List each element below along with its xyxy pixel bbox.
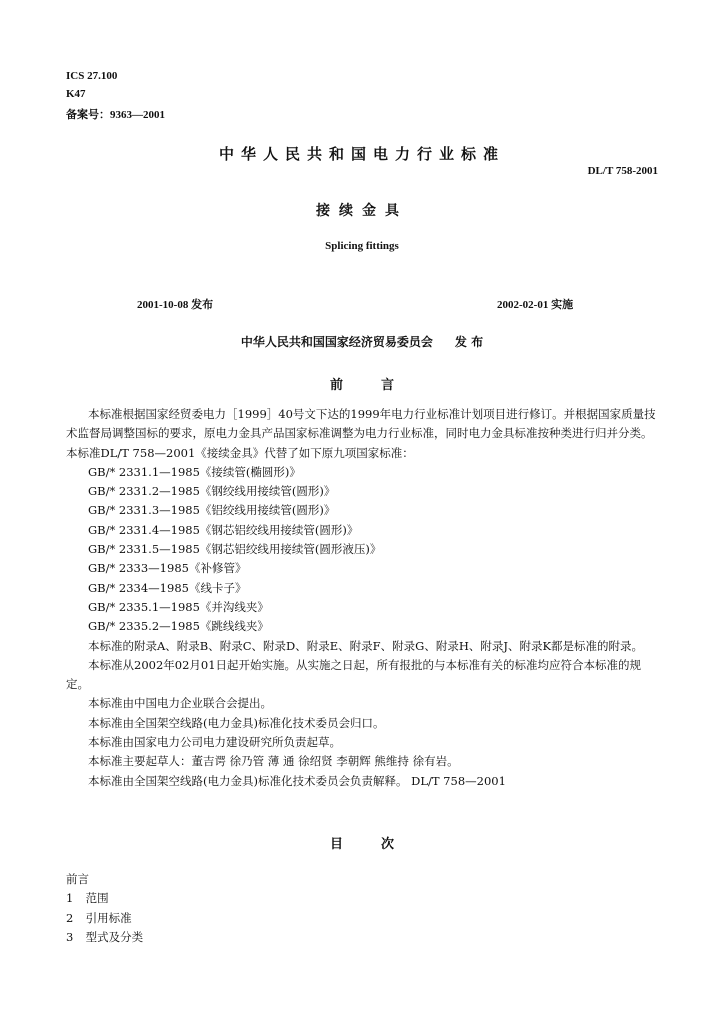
effective-date: 2002-02-01 实施 [497, 299, 574, 311]
ics-code: ICS 27.100 [66, 70, 118, 82]
replaced-standard: GB/* 2331.3—1985《铝绞线用接续管(圆形)》 [88, 503, 336, 518]
drafters-note: 本标准主要起草人：董吉谔 徐乃管 薄 通 徐绍贤 李朝辉 熊维持 徐有岩。 [88, 754, 459, 769]
toc-heading-char-1: 目 [329, 837, 343, 852]
replaced-standard: GB/* 2331.1—1985《接续管(椭圆形)》 [88, 464, 301, 479]
toc-item-label: 型式及分类 [85, 929, 144, 944]
effective-note: 本标准从2002年02月01日起开始实施。从实施之日起，所有报批的与本标准有关的标准均应符合本标准的规定。 [66, 657, 642, 692]
replaced-standard: GB/* 2335.2—1985《跳线线夹》 [88, 619, 269, 634]
toc-item-number: 2 [66, 910, 74, 925]
interpretation-note: 本标准由全国架空线路(电力金具)标准化技术委员会负责解释。 DL/T 758—2001 [88, 773, 506, 788]
table-of-contents [66, 870, 143, 947]
record-number: 备案号：9363—2001 [66, 109, 165, 121]
toc-item-label: 引用标准 [85, 910, 132, 925]
standard-code: DL/T 758-2001 [587, 165, 658, 177]
issuer-action: 发 布 [454, 335, 484, 349]
toc-item[interactable] [66, 870, 143, 889]
replaced-standard: GB/* 2333—1985《补修管》 [88, 561, 247, 576]
replaced-standard: GB/* 2331.5—1985《钢芯铝绞线用接续管(圆形液压)》 [88, 542, 382, 557]
toc-item-label: 前言 [66, 872, 89, 886]
toc-heading [0, 833, 724, 852]
foreword-heading [0, 374, 724, 393]
foreword-body [66, 405, 658, 791]
issuer-line [0, 333, 724, 350]
toc-item-number: 1 [66, 891, 74, 906]
replaced-standard: GB/* 2334—1985《线卡子》 [88, 580, 247, 595]
foreword-heading-char-2: 言 [381, 378, 395, 393]
foreword-intro: 本标准根据国家经贸委电力［1999］40号文下达的1999年电力行业标准计划项目进行修订。并根据国家质量技术监督局调整国标的要求，原电力金具产品国家标准调整为电力行业标准，同时电力金具标准按种类进行归并分类。本标准DL/T 758—2001《接续金具》代替了如下原九项国家标准： [66, 407, 656, 460]
replaced-standard: GB/* 2335.1—1985《并沟线夹》 [88, 599, 269, 614]
appendix-note: 本标准的附录A、附录B、附录C、附录D、附录E、附录F、附录G、附录H、附录J、附录K都是标准的附录。 [88, 638, 644, 653]
foreword-heading-char-1: 前 [329, 378, 343, 393]
issuer-name: 中华人民共和国国家经济贸易委员会 [240, 335, 433, 349]
document-title: 接续金具 [316, 203, 408, 219]
toc-item-number: 3 [66, 929, 74, 944]
centralized-note: 本标准由全国架空线路(电力金具)标准化技术委员会归口。 [88, 715, 385, 730]
proposer-note: 本标准由中国电力企业联合会提出。 [88, 696, 272, 711]
toc-item[interactable] [66, 909, 143, 928]
toc-item[interactable] [66, 889, 143, 908]
standard-title: 中华人民共和国电力行业标准 [218, 145, 505, 163]
document-title-english: Splicing fittings [325, 240, 399, 252]
drafter-org-note: 本标准由国家电力公司电力建设研究所负责起草。 [88, 735, 341, 750]
toc-heading-char-2: 次 [381, 837, 395, 852]
toc-item[interactable] [66, 928, 143, 947]
replaced-standard: GB/* 2331.4—1985《钢芯铝绞线用接续管(圆形)》 [88, 522, 359, 537]
toc-item-label: 范围 [85, 891, 109, 906]
class-code: K47 [66, 88, 86, 100]
release-date: 2001-10-08 发布 [137, 299, 214, 311]
replaced-standard: GB/* 2331.2—1985《钢绞线用接续管(圆形)》 [88, 484, 336, 499]
